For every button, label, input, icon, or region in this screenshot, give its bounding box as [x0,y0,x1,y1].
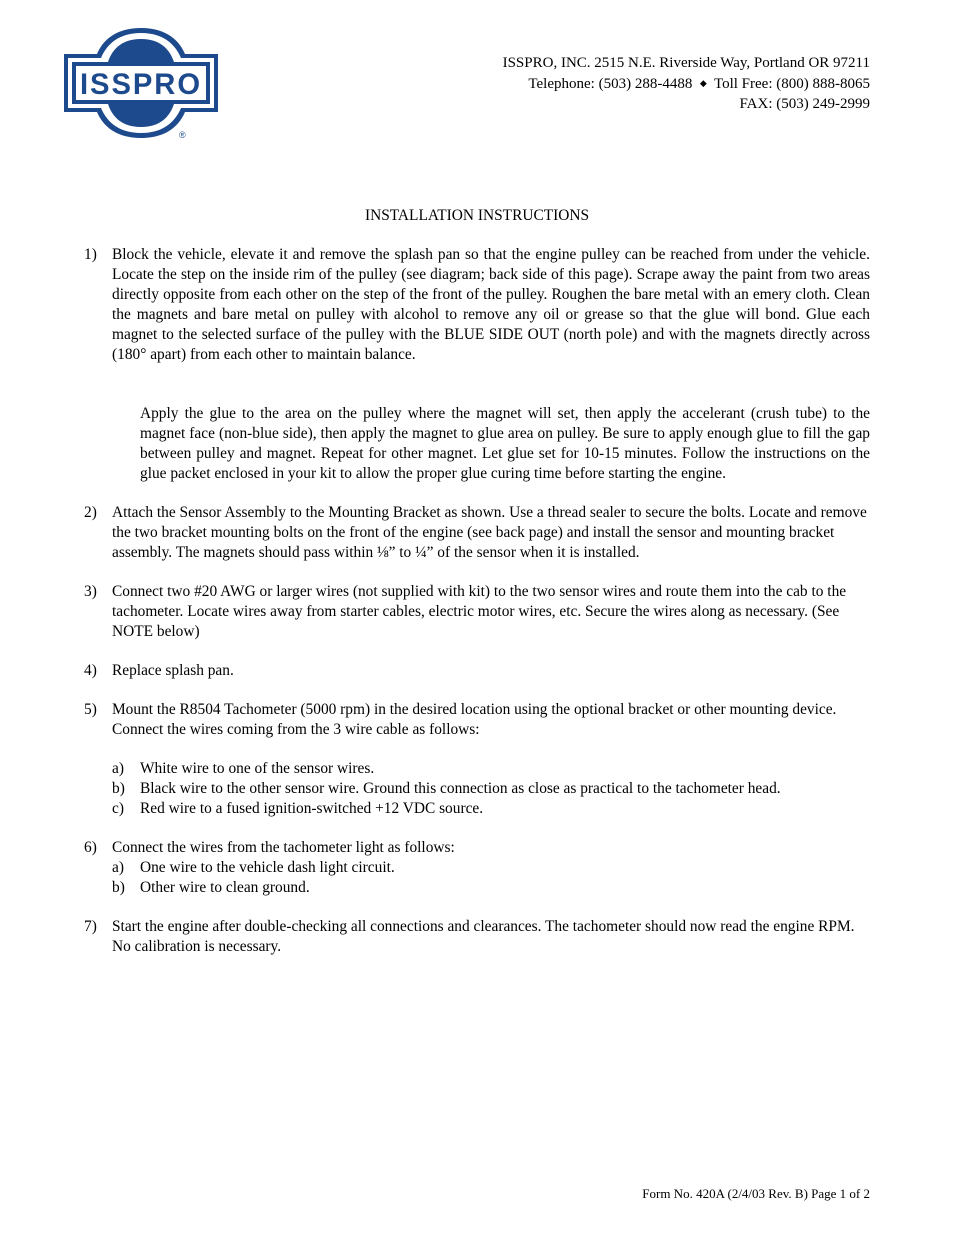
telephone: Telephone: (503) 288-4488 [528,76,693,92]
sub-number: b) [112,879,125,896]
step-text: Start the engine after double-checking all connections and clearances. The tachometer should now read the engine RPM. No calibration is necessary. [112,918,855,955]
step-4 [84,661,870,681]
step-5-sub-c [112,799,870,819]
step-6-sub-a [112,858,870,878]
step-text: Connect two #20 AWG or larger wires (not supplied with kit) to the two sensor wires and route them into the cab to the tachometer. Locate wires away from starter cables, electric motor wires, etc. Secure the wires along as necessary. (See NOTE below) [112,583,847,640]
step-5-sub-a [112,759,870,779]
logo-text: ISSPRO [80,68,202,101]
step-7 [84,917,870,957]
step-text: Mount the R8504 Tachometer (5000 rpm) in the desired location using the optional bracket or other mounting device. Connect the wires coming from the 3 wire cable as follows: [112,701,837,738]
sub-text: Black wire to the other sensor wire. Ground this connection as close as practical to the tachometer head. [140,780,781,797]
sub-number: a) [112,760,124,777]
step-6 [84,838,870,858]
glue-note: Apply the glue to the area on the pulley where the magnet will set, then apply the accelerant (crush tube) to the magnet face (non-blue side), then apply the magnet to glue area on pulley. Be sure to apply enough glue to fill the gap between pulley and magnet. Repeat for other magnet. Let glue set for 10-15 minutes. Follow the instructions on the glue packet enclosed in your kit to allow the proper glue curing time before starting the engine. [140,405,870,482]
step-text: Attach the Sensor Assembly to the Mounting Bracket as shown. Use a thread sealer to secure the bolts. Locate and remove the two bracket mounting bolts on the front of the engine (see back page) and install the sensor and mounting bracket assembly. The magnets should pass within ⅛” to ¼” of the sensor when it is installed. [112,504,867,561]
sub-number: a) [112,859,124,876]
sub-number: c) [112,800,124,817]
sub-text: Red wire to a fused ignition-switched +12 VDC source. [140,800,484,817]
step-text: Replace splash pan. [112,662,234,679]
step-number: 2) [84,504,97,521]
registered-mark: ® [179,130,186,140]
form-number-footer: Form No. 420A (2/4/03 Rev. B) Page 1 of 2 [642,1186,870,1201]
step-number: 3) [84,583,97,600]
isspro-logo [60,26,222,142]
step-number: 1) [84,246,97,263]
step-number: 6) [84,839,97,856]
step-3 [84,582,870,642]
sub-number: b) [112,780,125,797]
sub-text: Other wire to clean ground. [140,879,310,896]
step-number: 5) [84,701,97,718]
step-text: Connect the wires from the tachometer light as follows: [112,839,455,856]
diamond-bullet-icon: ◆ [699,78,707,88]
step-number: 4) [84,662,97,679]
fax: FAX: (503) 249-2999 [739,96,870,112]
toll-free: Toll Free: (800) 888-8065 [713,76,870,92]
company-address: ISSPRO, INC. 2515 N.E. Riverside Way, Portland OR 97211 [502,55,870,71]
page-title: INSTALLATION INSTRUCTIONS [364,207,590,224]
step-5 [84,700,870,740]
sub-text: One wire to the vehicle dash light circuit. [140,859,395,876]
contact-phones [503,73,870,94]
sub-text: White wire to one of the sensor wires. [140,760,375,777]
step-2 [84,503,870,563]
step-6-sub-b [112,878,870,898]
step-number: 7) [84,918,97,935]
step-text: Block the vehicle, elevate it and remove the splash pan so that the engine pulley can be reached from under the vehicle. Locate the step on the inside rim of the pulley (see diagram; back side of this page). Scrape away the paint from two areas directly opposite from each other on the step of the front of the pulley. Roughen the bare metal with an emery cloth. Clean the magnets and bare metal on pulley with alcohol to remove any oil or grease so that the glue will bond. Glue each magnet to the selected surface of the pulley with the BLUE SIDE OUT (north pole) and with the magnets directly across (180° apart) from each other to maintain balance. [112,246,870,363]
company-header [503,53,870,114]
step-5-sub-b [112,779,870,799]
instructions-body [84,245,870,957]
step-1 [84,245,870,365]
